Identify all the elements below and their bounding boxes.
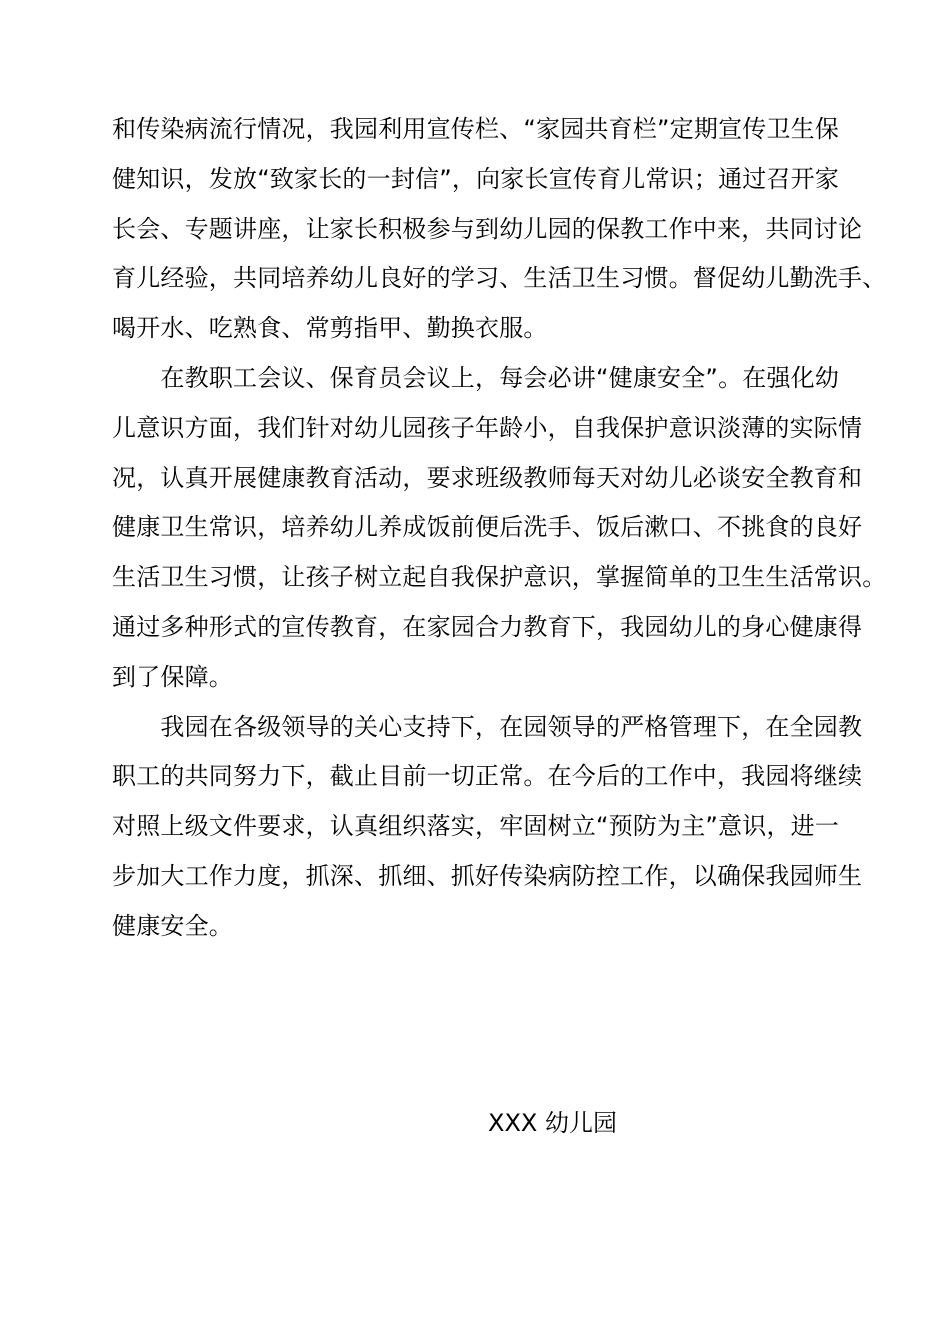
body-line: 长会、专题讲座，让家长积极参与到幼儿园的保教工作中来，共同讨论 xyxy=(112,214,863,243)
body-line: 儿意识方面，我们针对幼儿园孩子年龄小，自我保护意识淡薄的实际情 xyxy=(112,413,863,442)
body-line: 在教职工会议、保育员会议上，每会必讲“健康安全”。在强化幼 xyxy=(112,363,840,392)
body-line: 生活卫生习惯，让孩子树立起自我保护意识，掌握简单的卫生生活常识。 xyxy=(112,563,887,592)
body-line: 况，认真开展健康教育活动，要求班级教师每天对幼儿必谈安全教育和 xyxy=(112,463,863,492)
body-line: 喝开水、吃熟食、常剪指甲、勤换衣服。 xyxy=(112,314,548,343)
body-line: 步加大工作力度，抓深、抓细、抓好传染病防控工作，以确保我园师生 xyxy=(112,861,863,890)
body-line: 通过多种形式的宣传教育，在家园合力教育下，我园幼儿的身心健康得 xyxy=(112,612,863,641)
body-line: 职工的共同努力下，截止目前一切正常。在今后的工作中，我园将继续 xyxy=(112,762,863,791)
signature-organization: XXX 幼儿园 xyxy=(488,1109,617,1137)
body-line: 和传染病流行情况，我园利用宣传栏、“家园共育栏”定期宣传卫生保 xyxy=(112,115,840,143)
body-line: 育儿经验，共同培养幼儿良好的学习、生活卫生习惯。督促幼儿勤洗手、 xyxy=(112,264,887,293)
body-line: 健康安全。 xyxy=(112,911,233,940)
body-line: 健康卫生常识，培养幼儿养成饭前便后洗手、饭后漱口、不挑食的良好 xyxy=(112,513,863,542)
document-body xyxy=(112,105,887,952)
body-line: 我园在各级领导的关心支持下，在园领导的严格管理下，在全园教 xyxy=(112,712,863,741)
body-line: 对照上级文件要求，认真组织落实，牢固树立“预防为主”意识，进一 xyxy=(112,812,840,841)
body-line: 到了保障。 xyxy=(112,662,233,691)
body-line: 健知识，发放“致家长的一封信”，向家长宣传育儿常识；通过召开家 xyxy=(112,164,840,193)
